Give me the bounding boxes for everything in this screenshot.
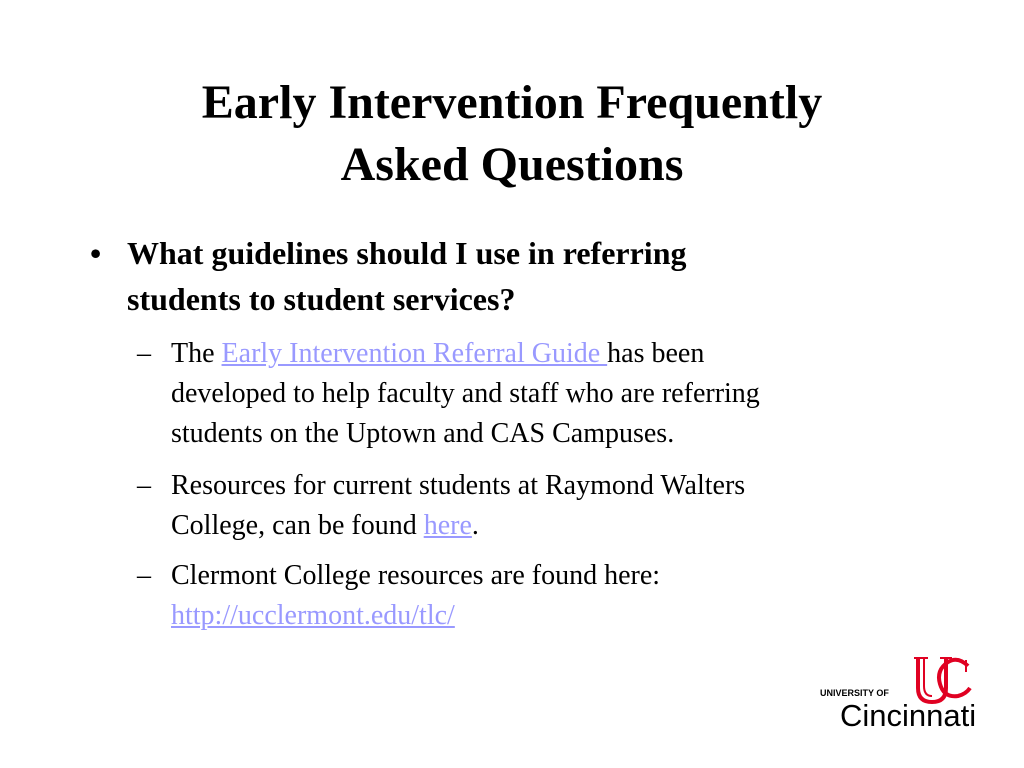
item1-line-3: students on the Uptown and CAS Campuses. <box>171 418 675 449</box>
title-line-2: Asked Questions <box>340 138 684 191</box>
item1-prefix: The <box>171 338 222 369</box>
uc-monogram-icon <box>914 658 970 702</box>
referral-guide-link[interactable]: Early Intervention Referral Guide <box>221 338 608 369</box>
logo-cincinnati: Cincinnati <box>840 698 977 732</box>
dash-mark: – <box>137 560 151 591</box>
item2-prefix: College, can be found <box>171 510 424 541</box>
question-text <box>127 230 887 322</box>
sub-bullet-text <box>171 334 901 454</box>
university-of-cincinnati-logo <box>818 652 988 732</box>
slide-title <box>60 72 964 196</box>
logo-university-of: UNIVERSITY OF <box>820 688 889 698</box>
item3-line-1: Clermont College resources are found here: <box>171 560 661 591</box>
item2-line-1: Resources for current students at Raymond Walters <box>171 470 746 501</box>
item2-suffix: . <box>471 510 479 541</box>
item1-line-1 <box>171 334 901 374</box>
question-line-2: students to student services? <box>127 281 516 317</box>
clermont-url-link[interactable]: http://ucclermont.edu/tlc/ <box>171 600 455 631</box>
sub-bullet-text <box>171 556 901 636</box>
question-line-1: What guidelines should I use in referring <box>127 235 687 271</box>
title-line-1: Early Intervention Frequently <box>201 76 823 129</box>
dash-mark: – <box>137 338 151 369</box>
sub-bullet-text <box>171 466 901 546</box>
item1-line1-rest: has been <box>607 338 705 369</box>
item1-line-2: developed to help faculty and staff who are referring <box>171 378 760 409</box>
dash-mark: – <box>137 470 151 501</box>
raymond-walters-here-link[interactable]: here <box>423 510 472 541</box>
bullet-mark: • <box>90 235 102 271</box>
item3-line-2 <box>171 596 901 636</box>
item2-line-2 <box>171 506 901 546</box>
